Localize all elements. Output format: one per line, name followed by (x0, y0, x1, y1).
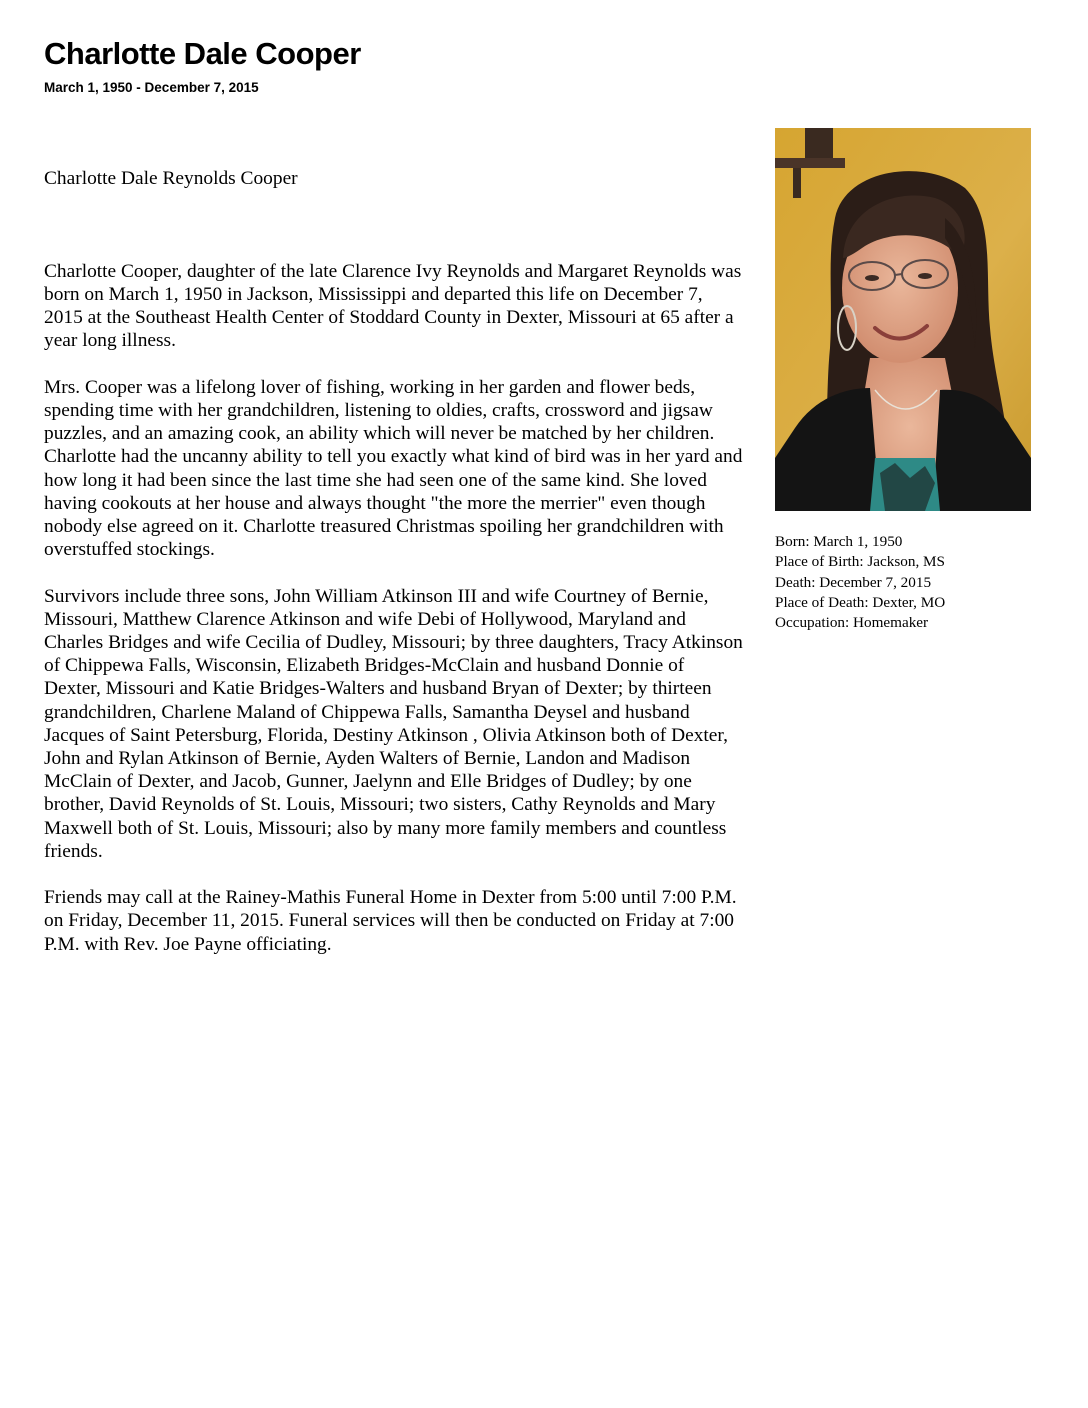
deceased-name-heading: Charlotte Dale Cooper (44, 36, 361, 71)
born-fact: Born: March 1, 1950 (775, 533, 903, 550)
obituary-paragraph-interests: Mrs. Cooper was a lifelong lover of fishing, working in her garden and flower beds, spending time with her grandchildren, listening to oldies, crafts, crossword and jigsaw puzzles, and an amazing cook, an ability which will never be matched by her children. Charlotte had the uncanny ability to tell you exactly what kind of bird was in her yard and how long it had been since the last time she had seen one of the same kind. She loved having cookouts at her house and always thought "the more the merrier" even though nobody else agreed on it. Charlotte treasured Christmas spoiling her grandchildren with overstuffed stockings. (44, 376, 743, 561)
life-dates: March 1, 1950 - December 7, 2015 (44, 80, 259, 95)
obituary-paragraph-survivors: Survivors include three sons, John William Atkinson III and wife Courtney of Bernie, Missouri, Matthew Clarence Atkinson and wife Debi of Hollywood, Maryland and Charles Bridges and wife Cecilia of Dudley, Missouri; by three daughters, Tracy Atkinson of Chippewa Falls, Wisconsin, Elizabeth Bridges-McClain and husband Donnie of Dexter, Missouri and Katie Bridges-Walters and husband Bryan of Dexter; by thirteen grandchildren, Charlene Maland of Chippewa Falls, Samantha Deysel and husband Jacques of Saint Petersburg, Florida, Destiny Atkinson , Olivia Atkinson both of Dexter, John and Rylan Atkinson of Bernie, Ayden Walters of Bernie, Landon and Madison McClain of Dexter, and Jacob, Gunner, Jaelynn and Elle Bridges of Dudley; by one brother, David Reynolds of St. Louis, Missouri; two sisters, Cathy Reynolds and Mary Maxwell both of St. Louis, Missouri; also by many more family members and countless friends. (44, 585, 743, 862)
obituary-body (44, 167, 744, 979)
obituary-paragraph-parents: Charlotte Cooper, daughter of the late Clarence Ivy Reynolds and Margaret Reynolds was born on March 1, 1950 in Jackson, Mississippi and departed this life on December 7, 2015 at the Southeast Health Center of Stoddard County in Dexter, Missouri at 65 after a year long illness. (44, 260, 742, 352)
place-of-death-fact: Place of Death: Dexter, MO (775, 593, 946, 611)
obituary-paragraph-services: Friends may call at the Rainey-Mathis Funeral Home in Dexter from 5:00 until 7:00 P.M. on Friday, December 11, 2015. Funeral services will then be conducted on Friday at 7:00 P.M. with Rev. Joe Payne officiating. (44, 887, 737, 955)
facts-panel (775, 532, 945, 633)
death-fact: Death: December 7, 2015 (775, 573, 932, 591)
portrait-photo (775, 128, 1031, 511)
occupation-fact: Occupation: Homemaker (775, 614, 929, 632)
place-of-birth-fact: Place of Birth: Jackson, MS (775, 553, 945, 571)
full-name: Charlotte Dale Reynolds Cooper (44, 168, 298, 189)
